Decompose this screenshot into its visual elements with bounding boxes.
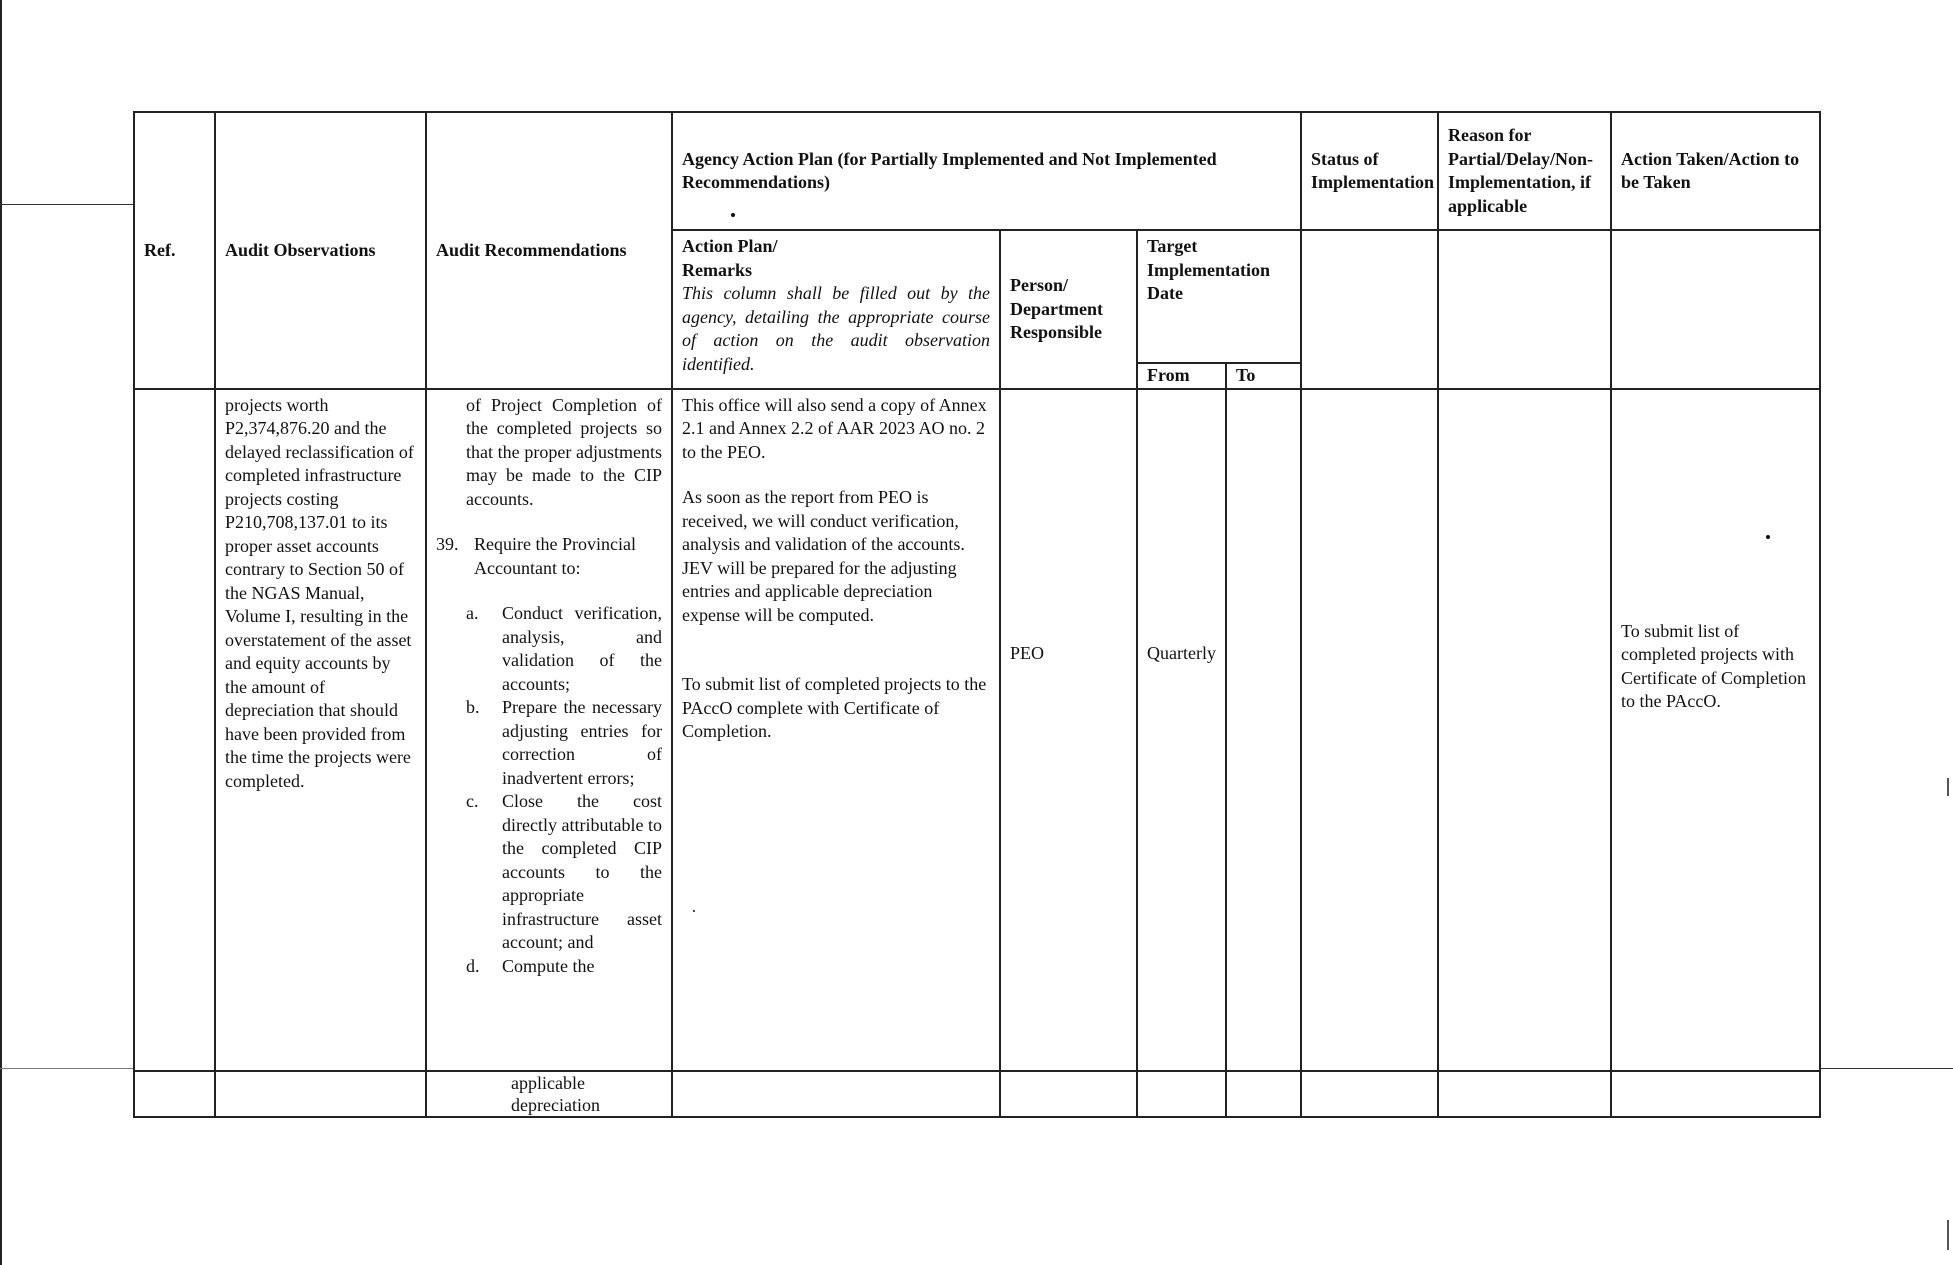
header-ref: Ref.: [134, 112, 215, 389]
audit-action-plan-table: [133, 111, 1821, 1118]
cont-reason: [1438, 1071, 1611, 1117]
sub-item-letter: d.: [466, 955, 480, 976]
row-person: [1000, 389, 1137, 1071]
margin-rule-left: [0, 204, 133, 205]
row-status: [1301, 389, 1438, 1071]
stray-mark: [1766, 535, 1770, 539]
scan-edge-mark: [1947, 778, 1949, 796]
sub-item-text: Close the cost directly attributable to the completed CIP accounts to the appropriate infrastructure asset account; and: [502, 791, 662, 952]
header-reason-blank: [1438, 230, 1611, 389]
row-action-taken: [1611, 389, 1820, 1071]
recommendation-39: [436, 533, 662, 580]
row-target-to: [1226, 389, 1301, 1071]
cont-action-plan: [672, 1071, 1000, 1117]
header-target-date: Target Implementation Date: [1137, 230, 1301, 363]
sub-item-text: Compute the: [502, 955, 595, 976]
cont-recommendations: [426, 1071, 672, 1117]
header-agency-action-plan: Agency Action Plan (for Partially Implemented and Not Implemented Recommendations): [672, 112, 1301, 230]
sub-item-letter: b.: [466, 697, 480, 717]
target-from-value: Quarterly: [1147, 642, 1216, 663]
header-person-responsible: Person/ Department Responsible: [1000, 230, 1137, 389]
action-plan-para-2: As soon as the report from PEO is received, we will conduct verification, analysis and validation of the accounts. JEV will be prepared for the adjusting entries and applicable depreciation expense will be computed.: [682, 487, 965, 625]
person-responsible-value: PEO: [1010, 642, 1045, 663]
margin-rule-left-bottom: [0, 1068, 133, 1069]
recommendation-main: Require the Provincial Accountant to:: [474, 534, 636, 578]
sub-item-letter: c.: [466, 791, 479, 811]
action-plan-para-1: This office will also send a copy of Annex 2.1 and Annex 2.2 of AAR 2023 AO no. 2 to the PEO.: [682, 394, 987, 462]
action-plan-title: Action Plan/: [682, 236, 778, 256]
margin-rule-right: [1819, 1068, 1953, 1069]
row-action-plan: [672, 389, 1000, 1071]
header-action-plan-remarks: [672, 230, 1000, 389]
cont-to: [1226, 1071, 1301, 1117]
recommendation-intro: of Project Completion of the completed projects so that the proper adjustments may be made to the CIP accounts.: [466, 394, 662, 509]
header-to: To: [1226, 363, 1301, 389]
cont-observation: [215, 1071, 426, 1117]
cont-from: [1137, 1071, 1226, 1117]
sub-item-text: Prepare the necessary adjusting entries for correction of inadvertent errors;: [502, 697, 662, 788]
sub-item-a: [436, 602, 662, 696]
stray-mark: [731, 213, 735, 217]
stray-mark: [693, 910, 695, 912]
row-reason: [1438, 389, 1611, 1071]
sub-item-letter: a.: [466, 603, 479, 623]
cont-status: [1301, 1071, 1438, 1117]
header-status-blank: [1301, 230, 1438, 389]
action-plan-note: This column shall be filled out by the agency, detailing the appropriate course of action on the audit observation identified.: [682, 283, 990, 374]
row-target-from: [1137, 389, 1226, 1071]
header-from: From: [1137, 363, 1226, 389]
sub-item-b: [436, 696, 662, 790]
row-ref: [134, 389, 215, 1071]
row-observation: projects worth P2,374,876.20 and the delayed reclassification of completed infrastructure projects costing P210,708,137.01 to its proper asset accounts contrary to Section 50 of the NGAS Manual, Volume I, resulting in the overstatement of the asset and equity accounts by the amount of depreciation that should have been provided from the time the projects were completed.: [215, 389, 426, 1071]
header-reason: Reason for Partial/Delay/Non-Implementation, if applicable: [1438, 112, 1611, 230]
page-edge-line: [0, 0, 2, 1265]
header-status: Status of Implementation: [1301, 112, 1438, 230]
cont-ref: [134, 1071, 215, 1117]
cont-action-taken: [1611, 1071, 1820, 1117]
cont-person: [1000, 1071, 1137, 1117]
sub-item-c: [436, 790, 662, 955]
sub-item-text: Conduct verification, analysis, and validation of the accounts;: [502, 603, 662, 694]
row-recommendations: [426, 389, 672, 1071]
action-taken-value: To submit list of completed projects with Certificate of Completion to the PAccO.: [1621, 620, 1806, 711]
header-action-taken: Action Taken/Action to be Taken: [1611, 112, 1820, 230]
scan-edge-mark: [1947, 1220, 1949, 1250]
overflow-text: applicable depreciation: [511, 1072, 600, 1115]
header-audit-observations: Audit Observations: [215, 112, 426, 389]
remarks-title: Remarks: [682, 259, 752, 280]
header-audit-recommendations: Audit Recommendations: [426, 112, 672, 389]
header-action-taken-blank: [1611, 230, 1820, 389]
sub-item-d: [436, 955, 662, 979]
recommendation-number: 39.: [436, 534, 459, 554]
action-plan-para-3: To submit list of completed projects to the PAccO complete with Certificate of Completion.: [682, 674, 987, 741]
